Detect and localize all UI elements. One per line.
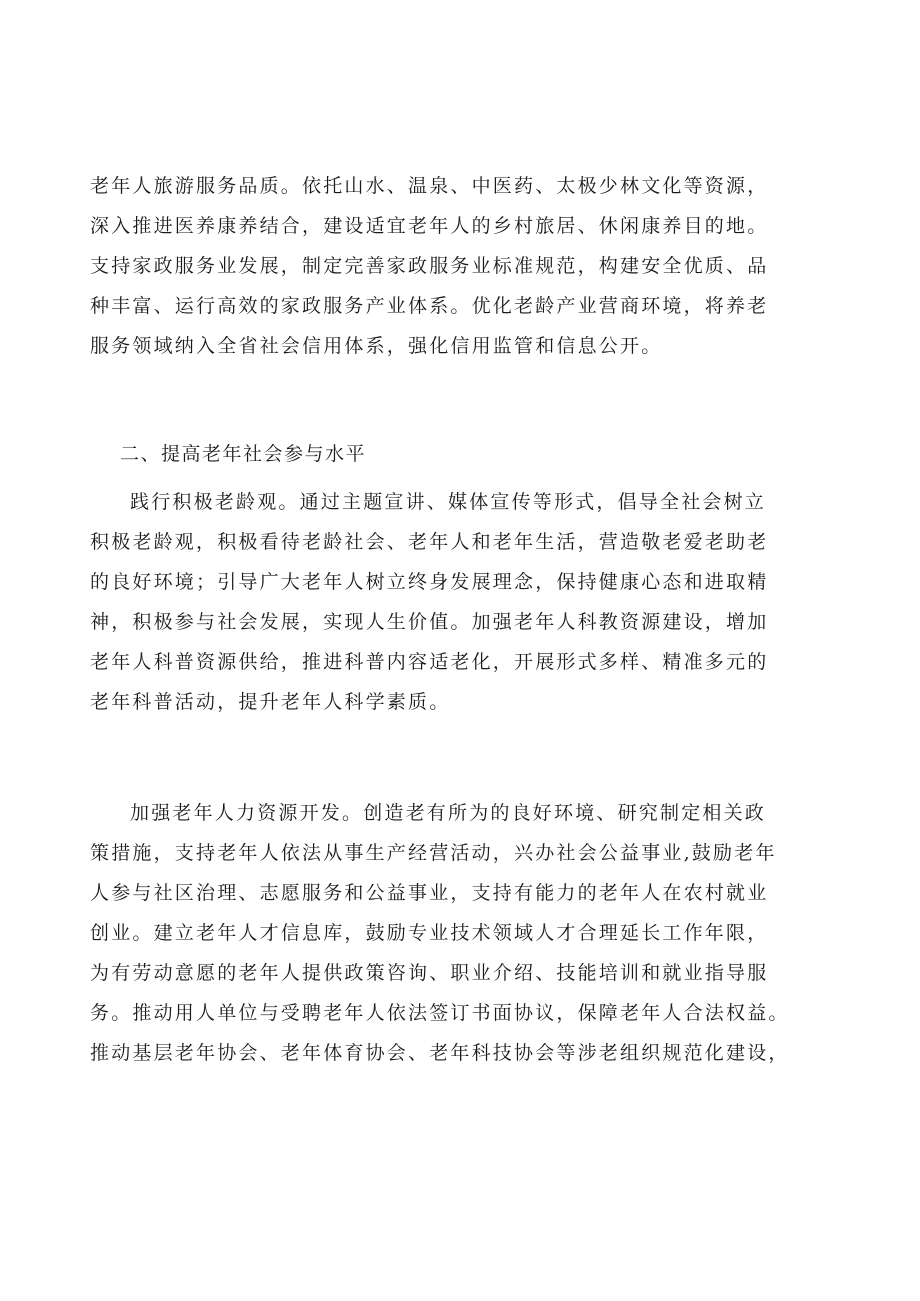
paragraph-line: 策措施，支持老年人依法从事生产经营活动，兴办社会公益事业,鼓励老年: [90, 842, 777, 864]
paragraph-line: 加强老年人力资源开发。创造老有所为的良好环境、研究制定相关政: [130, 802, 767, 824]
paragraph-line: 老年科普活动，提升老年人科学素质。: [90, 691, 451, 713]
paragraph-line: 推动基层老年协会、老年体育协会、老年科技协会等涉老组织规范化建设，: [90, 1042, 790, 1064]
paragraph-3: [90, 793, 850, 1073]
paragraph-line: 老年人旅游服务品质。依托山水、温泉、中医药、太极少林文化等资源，: [90, 175, 769, 197]
section-heading-block: [90, 434, 850, 474]
paragraph-line: 老年人科普资源供给，推进科普内容适老化，开展形式多样、精准多元的: [90, 651, 769, 673]
paragraph-2: [90, 482, 850, 722]
paragraph-line: 深入推进医养康养结合，建设适宜老年人的乡村旅居、休闲康养目的地。: [90, 215, 769, 237]
paragraph-1: [90, 166, 850, 366]
paragraph-line: 服务领域纳入全省社会信用体系，强化信用监管和信息公开。: [90, 335, 663, 357]
paragraph-line: 种丰富、运行高效的家政服务产业体系。优化老龄产业营商环境，将养老: [90, 295, 769, 317]
section-heading: 二、提高老年社会参与水平: [120, 443, 367, 465]
paragraph-line: 创业。建立老年人才信息库，鼓励专业技术领域人才合理延长工作年限，: [90, 922, 769, 944]
paragraph-line: 务。推动用人单位与受聘老年人依法签订书面协议，保障老年人合法权益。: [90, 1002, 790, 1024]
paragraph-line: 的良好环境；引导广大老年人树立终身发展理念，保持健康心态和进取精: [90, 571, 769, 593]
paragraph-line: 神，积极参与社会发展，实现人生价值。加强老年人科教资源建设，增加: [90, 611, 769, 633]
paragraph-line: 支持家政服务业发展，制定完善家政服务业标准规范，构建安全优质、品: [90, 255, 769, 277]
paragraph-line: 为有劳动意愿的老年人提供政策咨询、职业介绍、技能培训和就业指导服: [90, 962, 769, 984]
paragraph-line: 人参与社区治理、志愿服务和公益事业，支持有能力的老年人在农村就业: [90, 882, 769, 904]
paragraph-line: 践行积极老龄观。通过主题宣讲、媒体宣传等形式，倡导全社会树立: [130, 491, 767, 513]
paragraph-line: 积极老龄观，积极看待老龄社会、老年人和老年生活，营造敬老爱老助老: [90, 531, 769, 553]
